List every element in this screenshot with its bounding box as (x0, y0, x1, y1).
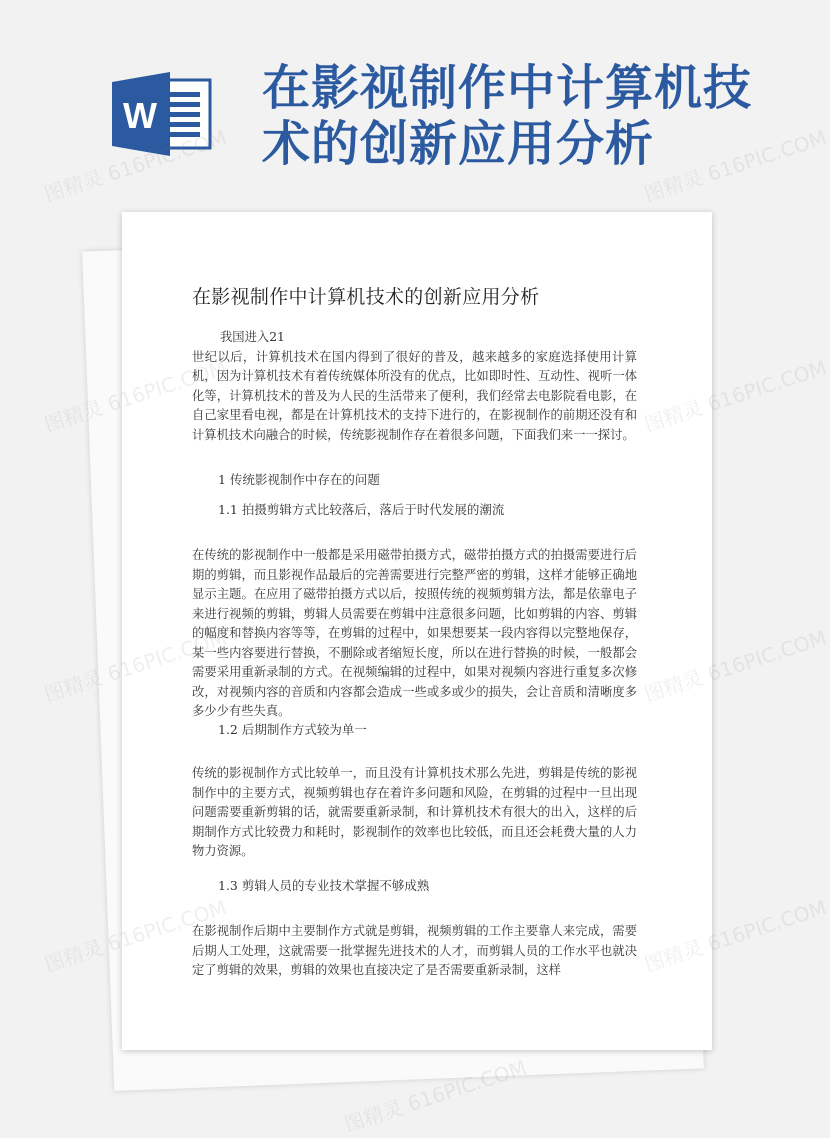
watermark: 图精灵 616PIC.COM (41, 125, 230, 207)
paragraph-3: 在影视制作后期中主要制作方式就是剪辑，视频剪辑的工作主要靠人来完成，需要后期人工处理，这就需要一批掌握先进技术的人才，而剪辑人员的工作水平也就决定了剪辑的效果，剪辑的效果也直接决定了是否需要重新录制，这样 (192, 924, 637, 977)
heading-1-2: 1.2 后期制作方式较为单一 (218, 722, 367, 737)
watermark: 图精灵 616PIC.COM (641, 355, 830, 437)
word-document-icon (112, 70, 216, 158)
intro-paragraph (192, 328, 637, 445)
banner-title (262, 60, 772, 172)
intro-body: 世纪以后，计算机技术在国内得到了很好的普及，越来越多的家庭选择使用计算机，因为计算机技术有着传统媒体所没有的优点，比如即时性、互动性、视听一体化等，计算机技术的普及为人民的生活带来了便利，我们经常去电影院看电影，在自己家里看电视，都是在计算机技术的支持下进行的，在影视制作的前期还没有和计算机技术向融合的时候，传统影视制作存在着很多问题，下面我们来一一探讨。 (192, 349, 637, 442)
document-page (122, 212, 712, 1050)
paragraph-1: 在传统的影视制作中一般都是采用磁带拍摄方式，磁带拍摄方式的拍摄需要进行后期的剪辑，而且影视作品最后的完善需要进行完整严密的剪辑，这样才能够正确地显示主题。在应用了磁带拍摄方式以后，按照传统的视频剪辑方法，都是依靠电子来进行视频的剪辑，剪辑人员需要在剪辑中注意很多问题，比如剪辑的内容、剪辑的幅度和替换内容等等，在剪辑的过程中，如果想要某一段内容得以完整地保存，某一些内容要进行替换，不删除或者缩短长度，所以在进行替换的时候，一般都会需要采用重新录制的方式。在视频编辑的过程中，如果对视频内容进行重复多次修改，对视频内容的音质和内容都会造成一些或多或少的损失，会让音质和清晰度多多少少有些失真。 (192, 548, 637, 718)
watermark: 图精灵 (41, 665, 106, 707)
paragraph-2: 传统的影视制作方式比较单一，而且没有计算机技术那么先进，剪辑是传统的影视制作中的主要方式，视频剪辑也存在着许多问题和风险，在剪辑的过程中一旦出现问题需要重新剪辑的话，就需要重新录制，和计算机技术有很大的出入，这样的后期制作方式比较费力和耗时，影视制作的效率也比较低，而且还会耗费大量的人力物力资源。 (192, 766, 637, 858)
heading-1: 1 传统影视制作中存在的问题 (218, 472, 380, 487)
document-title: 在影视制作中计算机技术的创新应用分析 (192, 286, 540, 308)
svg-text:W: W (123, 95, 157, 136)
watermark: 图精灵 616PIC.COM (341, 1055, 530, 1137)
header-banner (0, 0, 800, 210)
intro-lead: 我国进入21 (220, 330, 285, 344)
watermark: 图精灵 (41, 935, 106, 977)
watermark: 图精灵 616PIC.COM (641, 125, 830, 207)
banner-title-line1: 在影视制作中计算机技 (262, 60, 753, 116)
watermark: 图精灵 (41, 395, 106, 437)
banner-title-line2: 术的创新应用分析 (262, 116, 655, 172)
watermark: 图精灵 616PIC.COM (641, 625, 830, 707)
heading-1-1: 1.1 拍摄剪辑方式比较落后，落后于时代发展的潮流 (218, 502, 505, 517)
heading-1-3: 1.3 剪辑人员的专业技术掌握不够成熟 (218, 878, 430, 893)
watermark: 图精灵 616PIC.COM (641, 895, 830, 977)
